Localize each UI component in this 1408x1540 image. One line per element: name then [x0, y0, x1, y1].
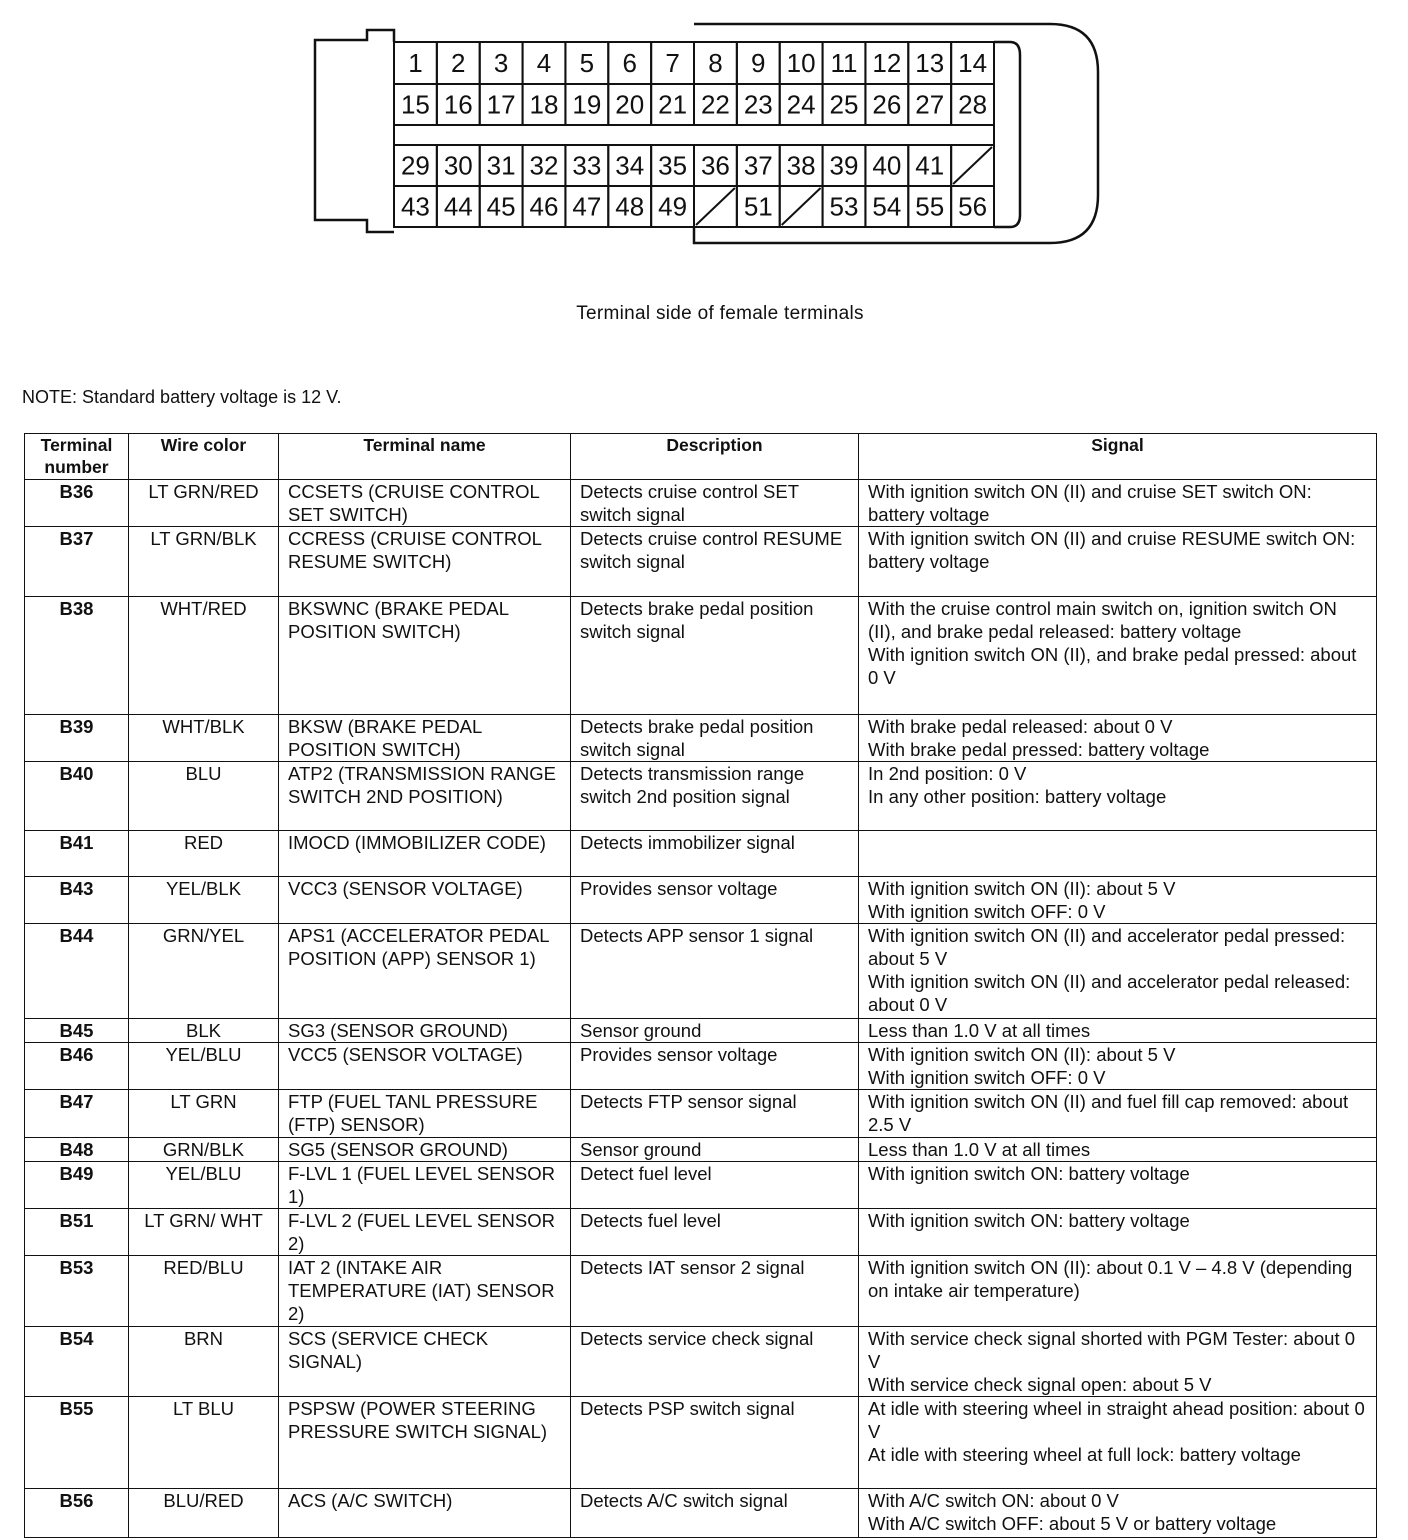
terminal-number: B48 — [25, 1138, 129, 1162]
terminal-number: 27 — [915, 89, 945, 120]
terminal-number: 10 — [786, 48, 816, 78]
terminal-number: 9 — [751, 48, 766, 78]
signal — [859, 877, 1377, 924]
terminal-number: B46 — [25, 1043, 129, 1090]
terminal-number: 26 — [872, 89, 902, 120]
terminal-number: B43 — [25, 877, 129, 924]
signal-condition: With service check signal open: about 5 V — [868, 1374, 1212, 1395]
wire-color: BRN — [129, 1327, 279, 1397]
signal-condition: At idle with steering wheel in straight ahead position: about 0 V — [868, 1398, 1365, 1442]
terminal-name: F-LVL 1 (FUEL LEVEL SENSOR 1) — [279, 1162, 571, 1209]
signal — [859, 762, 1377, 831]
wire-color: WHT/BLK — [129, 715, 279, 762]
signal — [859, 715, 1377, 762]
signal-condition: With ignition switch ON (II), and brake pedal pressed: about 0 V — [868, 644, 1357, 688]
signal-condition: With service check signal shorted with PGM Tester: about 0 V — [868, 1328, 1356, 1372]
table-row — [25, 831, 1377, 877]
terminal-number: 53 — [829, 191, 859, 222]
signal-condition: With ignition switch ON (II) and fuel fill cap removed: about 2.5 V — [868, 1091, 1349, 1135]
wire-color: BLU/RED — [129, 1489, 279, 1538]
terminal-number: B36 — [25, 480, 129, 527]
wire-color: LT BLU — [129, 1397, 279, 1489]
terminal-number: 35 — [658, 150, 688, 181]
signal — [859, 1090, 1377, 1138]
signal — [859, 1397, 1377, 1489]
signal — [859, 1209, 1377, 1256]
terminal-number: 47 — [572, 191, 602, 222]
description: Detects cruise control SET switch signal — [571, 480, 859, 527]
terminal-number: 38 — [786, 150, 816, 181]
connector-shell-left — [315, 30, 394, 232]
signal-condition: At idle with steering wheel at full lock: battery voltage — [868, 1444, 1301, 1465]
table-row — [25, 1043, 1377, 1090]
terminal-number: 14 — [958, 48, 988, 78]
signal — [859, 1043, 1377, 1090]
table-row — [25, 1327, 1377, 1397]
terminal-number: B41 — [25, 831, 129, 877]
wire-color: GRN/BLK — [129, 1138, 279, 1162]
header-terminal-number: Terminal number — [25, 434, 129, 480]
terminal-name: IAT 2 (INTAKE AIR TEMPERATURE (IAT) SENSOR 2) — [279, 1256, 571, 1327]
terminal-number: 25 — [829, 89, 859, 120]
table-row — [25, 877, 1377, 924]
terminal-number: 40 — [872, 150, 902, 181]
terminal-number: 46 — [529, 191, 559, 222]
table-row — [25, 762, 1377, 831]
terminal-number: 5 — [579, 48, 595, 78]
table-row — [25, 715, 1377, 762]
signal-condition: With A/C switch OFF: about 5 V or battery voltage — [868, 1513, 1277, 1534]
header-signal: Signal — [859, 434, 1377, 480]
terminal-number: B49 — [25, 1162, 129, 1209]
signal-condition: With ignition switch ON: battery voltage — [868, 1163, 1190, 1184]
description: Sensor ground — [571, 1019, 859, 1043]
terminal-number: 49 — [658, 191, 688, 222]
wire-color: WHT/RED — [129, 597, 279, 715]
table-row — [25, 1489, 1377, 1538]
connector-diagram — [0, 0, 1408, 290]
terminal-number: B51 — [25, 1209, 129, 1256]
terminal-number: 17 — [486, 89, 516, 120]
terminal-number: B44 — [25, 924, 129, 1019]
terminal-number: B53 — [25, 1256, 129, 1327]
terminal-name: BKSW (BRAKE PEDAL POSITION SWITCH) — [279, 715, 571, 762]
signal-condition: With brake pedal pressed: battery voltage — [868, 739, 1210, 760]
wire-color: BLU — [129, 762, 279, 831]
table-row — [25, 597, 1377, 715]
table-row — [25, 1138, 1377, 1162]
signal — [859, 1138, 1377, 1162]
terminal-number: 22 — [700, 89, 730, 120]
terminal-number: 51 — [743, 191, 773, 222]
description: Sensor ground — [571, 1138, 859, 1162]
description: Detects immobilizer signal — [571, 831, 859, 877]
terminal-number: 6 — [622, 48, 637, 78]
terminal-number: B38 — [25, 597, 129, 715]
description: Detects brake pedal position switch signal — [571, 597, 859, 715]
signal-condition: With brake pedal released: about 0 V — [868, 716, 1173, 737]
signal-condition: With ignition switch ON (II) and accelerator pedal pressed: about 5 V — [868, 925, 1346, 969]
description: Detects service check signal — [571, 1327, 859, 1397]
signal-condition: Less than 1.0 V at all times — [868, 1139, 1091, 1160]
terminal-number: 39 — [829, 150, 859, 181]
terminal-number: 30 — [443, 150, 473, 181]
terminal-number: 29 — [400, 150, 430, 181]
diagram-caption: Terminal side of female terminals — [576, 303, 864, 324]
terminal-number: 41 — [915, 150, 945, 181]
empty-cavity-slash — [782, 188, 821, 225]
connector-key-gap — [394, 125, 994, 145]
terminal-number: 20 — [615, 89, 645, 120]
description: Detects cruise control RESUME switch signal — [571, 527, 859, 597]
description: Detects PSP switch signal — [571, 1397, 859, 1489]
terminal-number: 11 — [830, 48, 858, 78]
header-description: Description — [571, 434, 859, 480]
terminal-name: VCC5 (SENSOR VOLTAGE) — [279, 1043, 571, 1090]
signal — [859, 1019, 1377, 1043]
terminal-number: 24 — [786, 89, 816, 120]
signal-condition: With the cruise control main switch on, ignition switch ON (II), and brake pedal released: battery voltage — [868, 598, 1337, 642]
terminal-number: 33 — [572, 150, 602, 181]
signal-condition: With ignition switch OFF: 0 V — [868, 1067, 1106, 1088]
table-row — [25, 1162, 1377, 1209]
terminal-number: 18 — [529, 89, 559, 120]
table-row — [25, 1397, 1377, 1489]
terminal-number: 7 — [665, 48, 680, 78]
signal-condition: In any other position: battery voltage — [868, 786, 1167, 807]
table-row — [25, 480, 1377, 527]
signal-condition: With ignition switch OFF: 0 V — [868, 901, 1106, 922]
wire-color: YEL/BLU — [129, 1043, 279, 1090]
terminal-number: 56 — [958, 191, 988, 222]
wire-color: LT GRN/ WHT — [129, 1209, 279, 1256]
terminal-name: IMOCD (IMMOBILIZER CODE) — [279, 831, 571, 877]
terminal-number: 28 — [958, 89, 988, 120]
terminal-name: FTP (FUEL TANL PRESSURE (FTP) SENSOR) — [279, 1090, 571, 1138]
signal-condition: With A/C switch ON: about 0 V — [868, 1490, 1119, 1511]
terminal-number: 15 — [400, 89, 430, 120]
terminal-name: F-LVL 2 (FUEL LEVEL SENSOR 2) — [279, 1209, 571, 1256]
empty-cavity-slash — [953, 147, 992, 184]
terminal-number: 13 — [915, 48, 945, 78]
description: Detects A/C switch signal — [571, 1489, 859, 1538]
wire-color: RED — [129, 831, 279, 877]
signal-condition: Less than 1.0 V at all times — [868, 1020, 1091, 1041]
wire-color: RED/BLU — [129, 1256, 279, 1327]
terminal-number: B47 — [25, 1090, 129, 1138]
terminal-number: B40 — [25, 762, 129, 831]
terminal-number: 43 — [400, 191, 430, 222]
signal-condition: With ignition switch ON (II): about 0.1 V – 4.8 V (depending on intake air temperature) — [868, 1257, 1353, 1301]
terminal-number: B45 — [25, 1019, 129, 1043]
terminal-number: 32 — [529, 150, 559, 181]
terminal-number: 23 — [743, 89, 773, 120]
signal-condition: With ignition switch ON (II) and cruise SET switch ON: battery voltage — [868, 481, 1312, 525]
terminal-number: 44 — [443, 191, 473, 222]
signal-condition: With ignition switch ON: battery voltage — [868, 1210, 1190, 1231]
terminal-name: SG5 (SENSOR GROUND) — [279, 1138, 571, 1162]
signal — [859, 1489, 1377, 1538]
wire-color: LT GRN/RED — [129, 480, 279, 527]
table-row — [25, 1019, 1377, 1043]
description: Detects transmission range switch 2nd position signal — [571, 762, 859, 831]
description: Detects brake pedal position switch signal — [571, 715, 859, 762]
signal-condition: With ignition switch ON (II) and accelerator pedal released: about 0 V — [868, 971, 1351, 1015]
terminal-name: CCRESS (CRUISE CONTROL RESUME SWITCH) — [279, 527, 571, 597]
description: Detects IAT sensor 2 signal — [571, 1256, 859, 1327]
terminal-number: 54 — [872, 191, 902, 222]
table-row — [25, 1209, 1377, 1256]
table-row — [25, 924, 1377, 1019]
terminal-number: 8 — [708, 48, 723, 78]
wire-color: GRN/YEL — [129, 924, 279, 1019]
signal — [859, 597, 1377, 715]
terminal-number: 3 — [493, 48, 509, 78]
terminal-number: B55 — [25, 1397, 129, 1489]
terminal-number: 31 — [486, 150, 516, 181]
table-header-row — [25, 434, 1377, 480]
signal — [859, 1256, 1377, 1327]
terminal-number: 4 — [536, 48, 552, 78]
terminal-name: PSPSW (POWER STEERING PRESSURE SWITCH SIGNAL) — [279, 1397, 571, 1489]
connector-inner-edge — [994, 42, 1020, 227]
terminal-number: 16 — [443, 89, 473, 120]
signal — [859, 480, 1377, 527]
terminal-number: 21 — [658, 89, 688, 120]
terminal-number: 55 — [915, 191, 945, 222]
note: NOTE: Standard battery voltage is 12 V. — [22, 387, 342, 407]
terminal-number: 36 — [700, 150, 730, 181]
terminal-name: CCSETS (CRUISE CONTROL SET SWITCH) — [279, 480, 571, 527]
description: Detect fuel level — [571, 1162, 859, 1209]
table-row — [25, 527, 1377, 597]
terminal-number: 37 — [743, 150, 773, 181]
signal-condition: With ignition switch ON (II) and cruise RESUME switch ON: battery voltage — [868, 528, 1356, 572]
terminal-name: BKSWNC (BRAKE PEDAL POSITION SWITCH) — [279, 597, 571, 715]
terminal-number: B37 — [25, 527, 129, 597]
description: Provides sensor voltage — [571, 1043, 859, 1090]
description: Detects fuel level — [571, 1209, 859, 1256]
terminal-number: 12 — [872, 48, 902, 78]
header-terminal-name: Terminal name — [279, 434, 571, 480]
terminal-name: SG3 (SENSOR GROUND) — [279, 1019, 571, 1043]
terminal-number: 19 — [572, 89, 602, 120]
terminal-name: ACS (A/C SWITCH) — [279, 1489, 571, 1538]
table-row — [25, 1256, 1377, 1327]
description: Detects FTP sensor signal — [571, 1090, 859, 1138]
terminal-number: B54 — [25, 1327, 129, 1397]
signal — [859, 924, 1377, 1019]
terminal-number: 2 — [451, 48, 466, 78]
terminal-number: 34 — [615, 150, 645, 181]
signal — [859, 527, 1377, 597]
wire-color: YEL/BLK — [129, 877, 279, 924]
wire-color: YEL/BLU — [129, 1162, 279, 1209]
signal-condition: With ignition switch ON (II): about 5 V — [868, 1044, 1176, 1065]
signal-condition: In 2nd position: 0 V — [868, 763, 1027, 784]
wire-color: LT GRN/BLK — [129, 527, 279, 597]
description: Provides sensor voltage — [571, 877, 859, 924]
terminal-table — [24, 433, 1377, 1538]
signal-condition: With ignition switch ON (II): about 5 V — [868, 878, 1176, 899]
table-row — [25, 1090, 1377, 1138]
wire-color: LT GRN — [129, 1090, 279, 1138]
terminal-number: B56 — [25, 1489, 129, 1538]
signal — [859, 1327, 1377, 1397]
terminal-number: B39 — [25, 715, 129, 762]
description: Detects APP sensor 1 signal — [571, 924, 859, 1019]
terminal-number: 1 — [408, 48, 423, 78]
terminal-name: ATP2 (TRANSMISSION RANGE SWITCH 2ND POSITION) — [279, 762, 571, 831]
empty-cavity-slash — [696, 188, 735, 225]
terminal-name: SCS (SERVICE CHECK SIGNAL) — [279, 1327, 571, 1397]
wire-color: BLK — [129, 1019, 279, 1043]
terminal-name: APS1 (ACCELERATOR PEDAL POSITION (APP) SENSOR 1) — [279, 924, 571, 1019]
signal — [859, 1162, 1377, 1209]
terminal-number: 48 — [615, 191, 645, 222]
header-wire-color: Wire color — [129, 434, 279, 480]
terminal-name: VCC3 (SENSOR VOLTAGE) — [279, 877, 571, 924]
signal — [859, 831, 1377, 877]
terminal-number: 45 — [486, 191, 516, 222]
